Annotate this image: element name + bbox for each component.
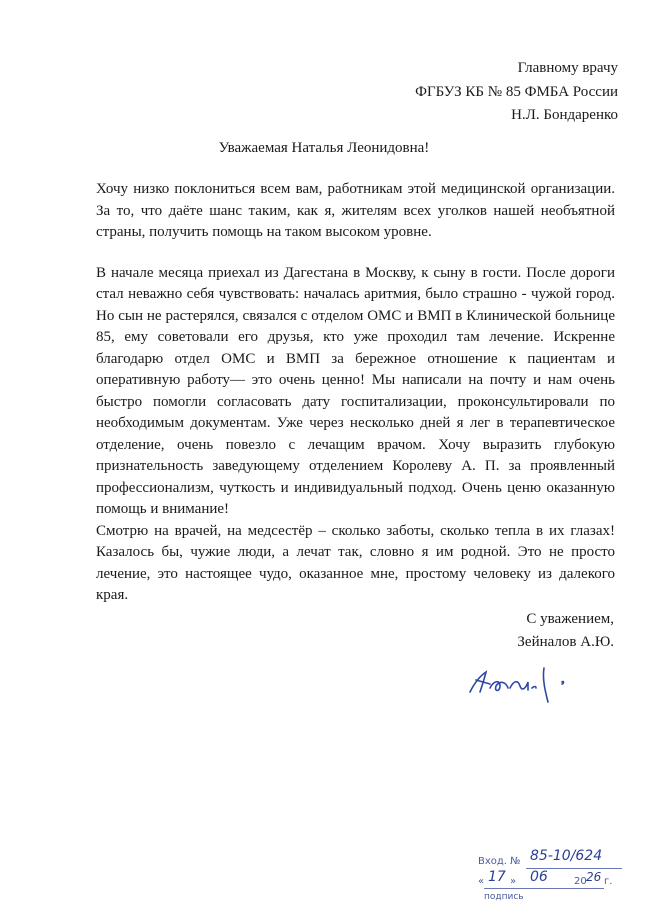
stamp-year-unit: г. (604, 876, 613, 887)
paragraph-gratitude: Хочу низко поклониться всем вам, работникам этой медицинской организации. За то, что даёте шанс таким, как я, жителям всех уголков нашей необъятной страны, получить помощь на таком высоком уровне. (96, 181, 615, 240)
incoming-number: 85-10/624 (530, 848, 603, 864)
stamp-day: 17 (488, 869, 506, 885)
date-line (484, 888, 604, 889)
stamp-year-suffix: 26 (586, 870, 602, 884)
addressee-organization: ФГБУЗ КБ № 85 ФМБА России (415, 83, 618, 100)
handwritten-signature (466, 654, 606, 714)
closing-name: Зейналов А.Ю. (517, 634, 614, 650)
closing-block (517, 608, 614, 654)
letter-body (96, 179, 615, 607)
paragraph-story: В начале месяца приехал из Дагестана в Москву, к сыну в гости. После дороги стал неважно себя чувствовать: началась аритмия, было страшно - чужой город. Но сын не растерялся, связался с отделом ОМС и ВМП в Клинической больнице 85, ему советовали его друзья, кто уже проходил там лечение. Искренне благодарю отдел ОМС и ВМП за бережное отношение к пациентам и оперативную работу— это очень ценно! Мы написали на почту и нам очень быстро помогли согласовать дату госпитализации, проконсультировали по необходимым документам. Уже через несколько дней я лег в терапевтическое отделение, очень повезло с лечащим врачом. Хочу выразить глубокую признательность заведующему отделением Королеву А. П. за проявленный профессионализм, чуткость и индивидуальный подход. Очень ценю оказанную помощь и внимание! (96, 264, 615, 517)
salutation: Уважаемая Наталья Леонидовна! (218, 140, 430, 156)
signature-label: подпись (484, 892, 524, 902)
incoming-registration-stamp (478, 848, 628, 910)
stamp-month: 06 (530, 869, 548, 885)
date-quote-open: « (478, 876, 485, 887)
stamp-year-prefix: 20 (574, 876, 587, 887)
addressee-block (415, 57, 618, 128)
paragraph-doctors: Смотрю на врачей, на медсестёр – сколько заботы, сколько тепла в их глазах! Казалось бы, чужие люди, а лечат так, словно я им родной. Это не просто лечение, это настоящее чудо, оказанное мне, простому человеку из далекого края. (96, 522, 615, 603)
incoming-label: Вход. № (478, 856, 521, 867)
addressee-name: Н.Л. Бондаренко (511, 107, 618, 123)
closing-regards: С уважением, (526, 611, 614, 627)
addressee-title: Главному врачу (517, 60, 618, 76)
date-quote-close: » (510, 876, 517, 887)
